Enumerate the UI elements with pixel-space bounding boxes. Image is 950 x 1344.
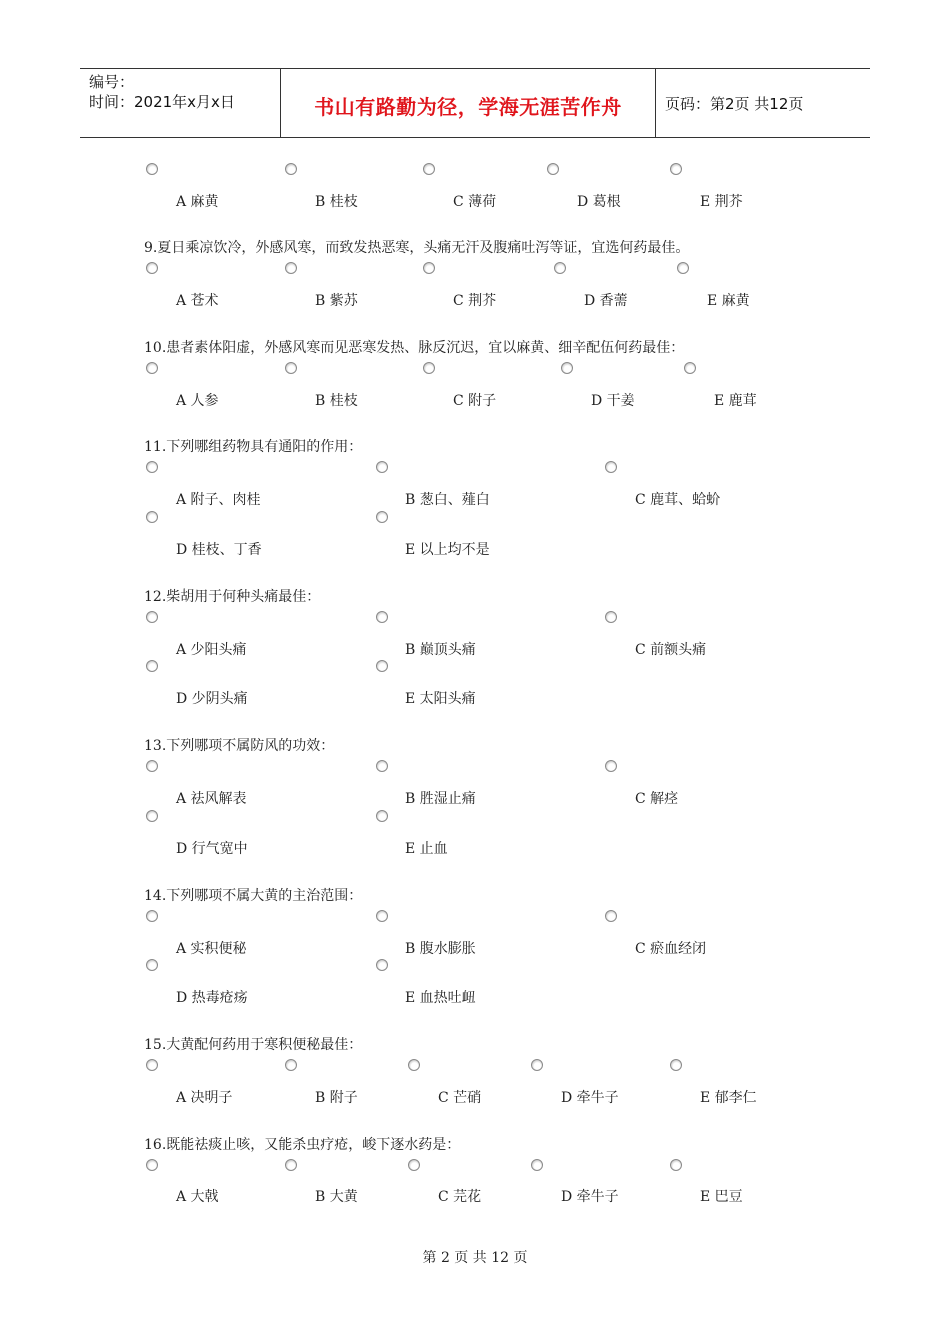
radio-q15-d[interactable] bbox=[531, 1059, 543, 1071]
serial-label: 编号： bbox=[89, 73, 135, 91]
option-q16-e: E 巴豆 bbox=[700, 1189, 743, 1205]
radio-q10-c[interactable] bbox=[423, 362, 435, 374]
question-13-text: 13.下列哪项不属防风的功效： bbox=[144, 738, 335, 754]
header-page-cell bbox=[655, 69, 870, 137]
radio-q16-b[interactable] bbox=[285, 1159, 297, 1171]
radio-q11-d[interactable] bbox=[146, 511, 158, 523]
radio-q8-a[interactable] bbox=[146, 163, 158, 175]
header-meta-cell bbox=[80, 69, 280, 137]
radio-q13-e[interactable] bbox=[376, 810, 388, 822]
page-footer: 第 2 页 共 12 页 bbox=[422, 1250, 528, 1266]
radio-q12-e[interactable] bbox=[376, 660, 388, 672]
option-q16-b: B 大黄 bbox=[315, 1189, 358, 1205]
radio-q14-d[interactable] bbox=[146, 959, 158, 971]
radio-q12-b[interactable] bbox=[376, 611, 388, 623]
radio-q10-a[interactable] bbox=[146, 362, 158, 374]
option-q12-d: D 少阴头痛 bbox=[176, 691, 248, 707]
radio-q13-a[interactable] bbox=[146, 760, 158, 772]
radio-q13-d[interactable] bbox=[146, 810, 158, 822]
radio-q10-e[interactable] bbox=[684, 362, 696, 374]
option-q9-e: E 麻黄 bbox=[707, 293, 750, 309]
radio-q8-e[interactable] bbox=[670, 163, 682, 175]
radio-q10-d[interactable] bbox=[561, 362, 573, 374]
option-q11-c: C 鹿茸、蛤蚧 bbox=[635, 492, 721, 508]
radio-q11-c[interactable] bbox=[605, 461, 617, 473]
page-info: 页码：第2页 共12页 bbox=[665, 95, 804, 113]
date-label: 时间：2021年x月x日 bbox=[89, 93, 235, 111]
question-9-text: 9.夏日乘凉饮冷，外感风寒，而致发热恶寒，头痛无汗及腹痛吐泻等证，宜选何药最佳。 bbox=[144, 240, 690, 256]
question-10-text: 10.患者素体阳虚，外感风寒而见恶寒发热、脉反沉迟，宜以麻黄、细辛配伍何药最佳： bbox=[144, 340, 685, 356]
option-q16-c: C 芫花 bbox=[438, 1189, 482, 1205]
option-q12-a: A 少阳头痛 bbox=[176, 642, 247, 658]
radio-q16-d[interactable] bbox=[531, 1159, 543, 1171]
radio-q14-c[interactable] bbox=[605, 910, 617, 922]
option-q8-b: B 桂枝 bbox=[315, 194, 358, 210]
radio-q11-b[interactable] bbox=[376, 461, 388, 473]
radio-q9-a[interactable] bbox=[146, 262, 158, 274]
option-q12-e: E 太阳头痛 bbox=[405, 691, 476, 707]
radio-q8-c[interactable] bbox=[423, 163, 435, 175]
option-q9-a: A 苍术 bbox=[176, 293, 219, 309]
radio-q13-b[interactable] bbox=[376, 760, 388, 772]
question-16-text: 16.既能祛痰止咳，又能杀虫疗疮，峻下逐水药是： bbox=[144, 1137, 461, 1153]
radio-q10-b[interactable] bbox=[285, 362, 297, 374]
radio-q16-a[interactable] bbox=[146, 1159, 158, 1171]
option-q11-a: A 附子、肉桂 bbox=[176, 492, 261, 508]
option-q15-b: B 附子 bbox=[315, 1090, 358, 1106]
radio-q15-e[interactable] bbox=[670, 1059, 682, 1071]
option-q11-e: E 以上均不是 bbox=[405, 542, 490, 558]
radio-q13-c[interactable] bbox=[605, 760, 617, 772]
radio-q8-d[interactable] bbox=[547, 163, 559, 175]
question-12-text: 12.柴胡用于何种头痛最佳： bbox=[144, 589, 321, 605]
radio-q16-e[interactable] bbox=[670, 1159, 682, 1171]
radio-q9-b[interactable] bbox=[285, 262, 297, 274]
radio-q15-c[interactable] bbox=[408, 1059, 420, 1071]
option-q13-e: E 止血 bbox=[405, 841, 448, 857]
option-q14-e: E 血热吐衄 bbox=[405, 990, 476, 1006]
radio-q11-a[interactable] bbox=[146, 461, 158, 473]
radio-q11-e[interactable] bbox=[376, 511, 388, 523]
option-q10-d: D 干姜 bbox=[591, 393, 635, 409]
radio-q14-a[interactable] bbox=[146, 910, 158, 922]
radio-q16-c[interactable] bbox=[408, 1159, 420, 1171]
radio-q12-c[interactable] bbox=[605, 611, 617, 623]
option-q10-c: C 附子 bbox=[453, 393, 497, 409]
header-motto-cell bbox=[280, 69, 656, 137]
radio-q14-b[interactable] bbox=[376, 910, 388, 922]
option-q8-d: D 葛根 bbox=[577, 194, 621, 210]
radio-q14-e[interactable] bbox=[376, 959, 388, 971]
question-11-text: 11.下列哪组药物具有通阳的作用： bbox=[144, 439, 363, 455]
radio-q9-c[interactable] bbox=[423, 262, 435, 274]
option-q8-e: E 荆芥 bbox=[700, 194, 743, 210]
option-q11-d: D 桂枝、丁香 bbox=[176, 542, 262, 558]
option-q12-c: C 前额头痛 bbox=[635, 642, 707, 658]
radio-q12-d[interactable] bbox=[146, 660, 158, 672]
option-q14-b: B 腹水膨胀 bbox=[405, 941, 476, 957]
page-header bbox=[80, 68, 870, 138]
option-q13-a: A 祛风解表 bbox=[176, 791, 247, 807]
option-q8-a: A 麻黄 bbox=[176, 194, 219, 210]
option-q15-c: C 芒硝 bbox=[438, 1090, 482, 1106]
option-q9-b: B 紫苏 bbox=[315, 293, 358, 309]
option-q16-a: A 大戟 bbox=[176, 1189, 219, 1205]
option-q11-b: B 葱白、薤白 bbox=[405, 492, 490, 508]
option-q15-e: E 郁李仁 bbox=[700, 1090, 757, 1106]
option-q12-b: B 巅顶头痛 bbox=[405, 642, 476, 658]
option-q10-e: E 鹿茸 bbox=[714, 393, 757, 409]
motto: 书山有路勤为径，学海无涯苦作舟 bbox=[314, 95, 622, 119]
radio-q15-a[interactable] bbox=[146, 1059, 158, 1071]
option-q15-d: D 牵牛子 bbox=[561, 1090, 619, 1106]
option-q13-d: D 行气宽中 bbox=[176, 841, 248, 857]
radio-q15-b[interactable] bbox=[285, 1059, 297, 1071]
question-14-text: 14.下列哪项不属大黄的主治范围： bbox=[144, 888, 363, 904]
option-q10-b: B 桂枝 bbox=[315, 393, 358, 409]
option-q14-c: C 瘀血经闭 bbox=[635, 941, 707, 957]
option-q13-c: C 解痉 bbox=[635, 791, 679, 807]
radio-q12-a[interactable] bbox=[146, 611, 158, 623]
option-q10-a: A 人参 bbox=[176, 393, 219, 409]
option-q16-d: D 牵牛子 bbox=[561, 1189, 619, 1205]
option-q13-b: B 胜湿止痛 bbox=[405, 791, 476, 807]
option-q8-c: C 薄荷 bbox=[453, 194, 497, 210]
option-q9-c: C 荆芥 bbox=[453, 293, 497, 309]
radio-q9-d[interactable] bbox=[554, 262, 566, 274]
option-q14-a: A 实积便秘 bbox=[176, 941, 247, 957]
option-q15-a: A 决明子 bbox=[176, 1090, 233, 1106]
option-q14-d: D 热毒疮疡 bbox=[176, 990, 248, 1006]
radio-q8-b[interactable] bbox=[285, 163, 297, 175]
radio-q9-e[interactable] bbox=[677, 262, 689, 274]
question-15-text: 15.大黄配何药用于寒积便秘最佳： bbox=[144, 1037, 363, 1053]
option-q9-d: D 香薷 bbox=[584, 293, 628, 309]
